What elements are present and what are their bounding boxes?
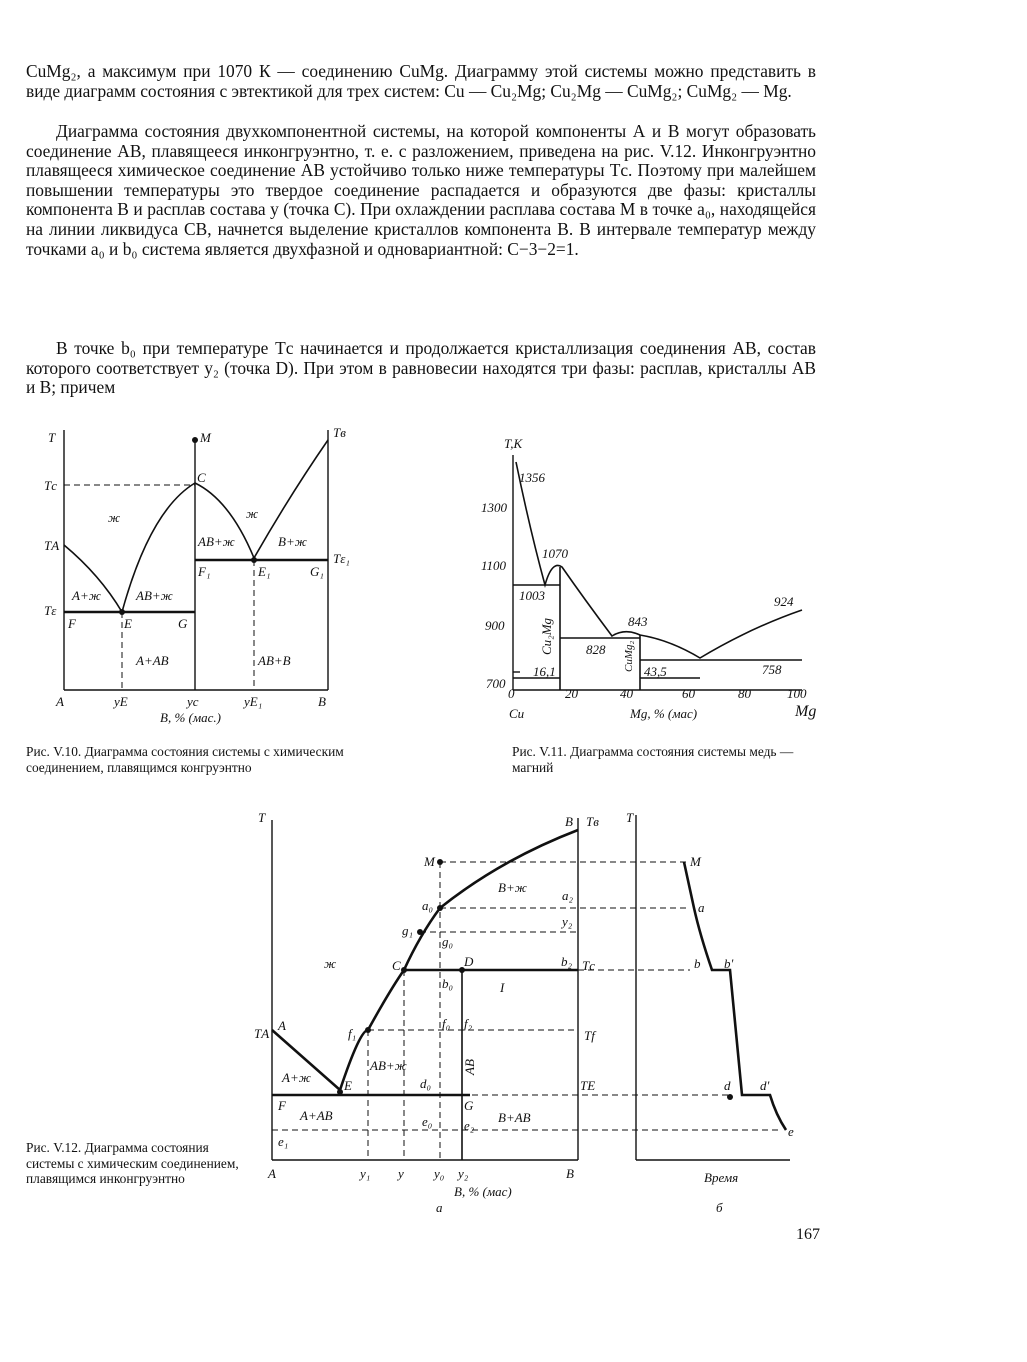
fig12-label-te: TE: [580, 1078, 596, 1093]
fig12-x-y1: y₁: [360, 1166, 371, 1181]
fig12-label-tb: Tв: [586, 814, 599, 829]
fig12-label-e1: e₁: [278, 1134, 289, 1149]
fig12-label-f2: f₂: [464, 1016, 473, 1031]
fig10-label-bliq: В+ж: [278, 534, 307, 549]
fig12b-label-d: d: [724, 1078, 731, 1093]
fig10-label-t: T: [48, 430, 56, 445]
fig12-x-a: А: [268, 1166, 276, 1181]
fig10-label-e: E: [124, 616, 132, 631]
fig12b-label-dprime: d': [760, 1078, 770, 1093]
fig12-label-g0: g₀: [442, 934, 454, 949]
fig12-x-y0: y₀: [434, 1166, 445, 1181]
caption-fig12: Рис. V.12. Диаграмма состояния системы с химическим соединением, плавящимся инконгруэнтно: [26, 1140, 239, 1186]
fig12-label-b: В: [565, 814, 573, 829]
fig12-label-one: I: [500, 980, 505, 995]
fig11-x-tick-40: 40: [620, 686, 633, 701]
fig10-x-b: В: [318, 694, 326, 709]
fig10-label-f: F: [68, 616, 76, 631]
fig12-label-liq: ж: [324, 956, 337, 971]
figure-v12-a: [254, 810, 780, 1215]
page-number: 167: [796, 1226, 820, 1243]
fig11-y-title: T,K: [504, 436, 523, 451]
fig12-label-b2: b₂: [561, 954, 573, 969]
fig10-point-m: [192, 437, 198, 443]
figure-v12-b: [626, 810, 794, 1215]
fig12-x-b: В: [566, 1166, 574, 1181]
fig12-label-f0: f₀: [442, 1016, 451, 1031]
fig11-label-1003: 1003: [519, 588, 545, 603]
fig10-liquidus: [64, 440, 328, 612]
fig12b-label-bprime: b': [724, 956, 734, 971]
fig10-label-m: M: [200, 430, 211, 445]
fig10-label-abliq: АВ+ж: [198, 534, 235, 549]
fig12-label-abliq: АВ+ж: [370, 1058, 407, 1073]
fig11-label-758: 758: [762, 662, 782, 677]
fig12b-label-t: T: [626, 810, 634, 825]
fig11-y-tick-1100: 1100: [481, 558, 507, 573]
fig12-label-bab: В+АВ: [498, 1110, 531, 1125]
fig11-label-924: 924: [774, 594, 794, 609]
fig10-x-ye1: yE₁: [244, 694, 263, 709]
fig12b-label-e: e: [788, 1124, 794, 1139]
fig11-y-tick-700: 700: [486, 676, 506, 691]
paragraph-2: Диаграмма состояния двухкомпонентной системы, на которой компоненты А и В могут образовать соединение АВ, плавящееся инконгруэнтно, т. е. с разложением, приведена на рис. V.12. Инконгруэнтно плавящееся химическое соединение АВ устойчиво только ниже температуры Tс. Поэтому при малейшем повышении температуры это твердое соединение распадается и образуются две фазы: кристаллы компонента В и расплав состава y (точка C). При охлаждении расплава состава M в точке a₀, находящейся на линии ликвидуса CB, начнется выделение кристаллов компонента В. В интервале температур между точками a₀ и b₀ система является двухфазной и одновариантной: С−3−2=1.: [26, 121, 816, 259]
fig10-label-liquid2: ж: [246, 506, 259, 521]
caption-fig11: Рис. V.11. Диаграмма состояния системы медь — магний: [512, 744, 794, 775]
caption-fig10: Рис. V.10. Диаграмма состояния системы с химическим соединением, плавящимся конгруэнтно: [26, 744, 344, 775]
fig12-label-aab: А+АВ: [300, 1108, 333, 1123]
fig12b-x-title: Время: [704, 1170, 739, 1185]
fig12-label-d: D: [464, 954, 474, 969]
fig12b-sub-b: б: [716, 1200, 723, 1215]
fig12-label-e: E: [344, 1078, 352, 1093]
fig10-label-aliq: А+ж: [72, 588, 101, 603]
fig11-x-mg: Mg: [795, 703, 817, 720]
fig12-x-y: y: [398, 1166, 404, 1181]
fig10-label-liquid1: ж: [108, 510, 121, 525]
fig10-label-tc: Tс: [44, 478, 57, 493]
fig12b-label-b: b: [694, 956, 701, 971]
fig10-label-f1: F₁: [198, 564, 211, 579]
fig12-label-e0: e₀: [422, 1114, 433, 1129]
fig11-x-tick-20: 20: [565, 686, 578, 701]
fig11-label-828: 828: [586, 642, 606, 657]
fig11-label-cu2mg: Cu₂Mg: [539, 617, 554, 655]
fig11-label-435: 43,5: [644, 664, 667, 679]
fig10-label-aab: А+АВ: [136, 653, 169, 668]
fig12-label-a2: a₂: [562, 888, 574, 903]
figure-v11: [481, 436, 816, 721]
fig10-x-title: В, % (мас.): [160, 710, 221, 725]
fig11-x-cu: Cu: [509, 706, 525, 721]
fig12-label-tf: Tf: [584, 1028, 595, 1043]
fig11-label-cumg2: CuMg₂: [623, 640, 635, 672]
figure-v10: [44, 425, 350, 725]
fig11-label-1356: 1356: [519, 470, 545, 485]
fig12-sub-a: а: [436, 1200, 443, 1215]
fig11-x-title: Mg, % (мас): [630, 706, 698, 721]
fig11-x-tick-100: 100: [787, 686, 807, 701]
fig12-label-d0: d₀: [420, 1076, 432, 1091]
fig10-label-g1: G₁: [310, 564, 324, 579]
fig12-label-a: А: [278, 1018, 286, 1033]
fig12-label-bliq: В+ж: [498, 880, 527, 895]
fig10-label-ta: TА: [44, 538, 60, 553]
fig10-label-abliq2: АВ+ж: [136, 588, 173, 603]
fig10-label-c: C: [197, 470, 206, 485]
fig12-label-g: G: [464, 1098, 474, 1113]
fig10-x-ye: yE: [114, 694, 128, 709]
fig12-label-f: F: [278, 1098, 286, 1113]
fig12-label-m: M: [424, 854, 435, 869]
paragraph-1: CuMg₂, а максимум при 1070 К — соединению CuMg. Диаграмму этой системы можно представить в виде диаграмм состояния с эвтектикой для трех систем: Cu — Cu₂Mg; Cu₂Mg — CuMg₂; CuMg₂ — Mg.: [26, 61, 816, 101]
fig12b-label-a: a: [698, 900, 705, 915]
paragraph-3: В точке b₀ при температуре Tс начинается и продолжается кристаллизация соединения АВ, состав которого соответствует y₂ (точка D). При этом в равновесии находятся три фазы: расплав, кристаллы АВ и В; причем: [26, 338, 816, 398]
fig12-label-y2pt: y₂: [562, 914, 573, 929]
fig11-y-tick-1300: 1300: [481, 500, 507, 515]
fig10-label-g: G: [178, 616, 188, 631]
fig12-label-g1: g₁: [402, 923, 414, 938]
fig12-x-y2: y₂: [458, 1166, 469, 1181]
fig12-label-ab: АВ: [462, 1059, 477, 1075]
fig10-x-yc: yc: [187, 694, 199, 709]
fig10-label-te1: Tε₁: [333, 551, 350, 566]
fig12-label-t: T: [258, 810, 266, 825]
fig11-label-161: 16,1: [533, 664, 556, 679]
fig12b-label-m: M: [690, 854, 701, 869]
fig12-label-c: C: [392, 958, 401, 973]
fig12-label-b0: b₀: [442, 976, 454, 991]
fig11-x-tick-0: 0: [508, 686, 515, 701]
fig11-x-tick-60: 60: [682, 686, 695, 701]
fig10-label-te: Tε: [44, 603, 57, 618]
fig11-label-843: 843: [628, 614, 648, 629]
fig12-x-title: В, % (мас): [454, 1184, 512, 1199]
fig10-label-e1: E₁: [258, 564, 271, 579]
fig12-label-ta: TА: [254, 1026, 270, 1041]
fig12-label-e2: e₂: [464, 1118, 475, 1133]
fig11-y-tick-900: 900: [485, 618, 505, 633]
fig11-label-1070: 1070: [542, 546, 568, 561]
fig12-label-tc: Tс: [582, 958, 595, 973]
fig10-label-tb: Tв: [333, 425, 346, 440]
fig12-label-aliq: А+ж: [282, 1070, 311, 1085]
fig12-label-a0: a₀: [422, 898, 434, 913]
fig10-label-abb: АВ+В: [258, 653, 291, 668]
fig12-liquidus: [272, 830, 578, 1090]
fig10-x-a: А: [56, 694, 64, 709]
fig12-label-f1: f₁: [348, 1026, 357, 1041]
fig11-x-tick-80: 80: [738, 686, 751, 701]
